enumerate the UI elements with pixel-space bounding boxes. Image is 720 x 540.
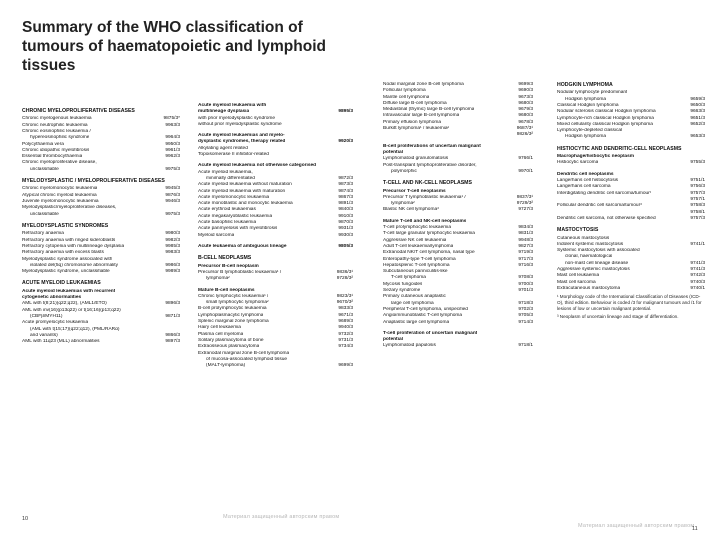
icd-code: 9755/3 — [690, 160, 705, 166]
icd-code: 9867/3 — [338, 194, 353, 200]
entry-name: Lymphocyte-depleted classical — [557, 128, 623, 134]
icd-code: 9673/3 — [518, 94, 533, 100]
entry-name: Atypical chronic myeloid leukaemia — [22, 192, 97, 198]
icd-code: 9734/3 — [338, 344, 353, 350]
entry-name: Acute erythroid leukaemias — [198, 207, 256, 213]
icd-code: 9872/3 — [338, 175, 353, 181]
entry-name: Myelodysplastic/myeloproliferative diseases, — [22, 205, 117, 211]
entry-name: Acute panmyelosis with myelofibrosis — [198, 226, 278, 232]
classification-entry — [557, 216, 705, 222]
classification-entry — [383, 132, 533, 138]
entry-name: Myelodysplastic syndrome, unclassifiable — [22, 269, 110, 275]
icd-code: 9705/3 — [518, 313, 533, 319]
icd-code: 9870/3 — [338, 220, 353, 226]
icd-code: 9758/1 — [690, 209, 705, 215]
entry-name: Lymphomatoid papulosis — [383, 343, 436, 349]
entry-name: Hodgkin lymphoma — [565, 96, 607, 102]
entry-name: lymphoma² — [206, 276, 230, 282]
entry-name: Nodular sclerosis classical Hodgkin lymphoma — [557, 109, 656, 115]
icd-code: 9714/3 — [518, 319, 533, 325]
icd-code: 9741/3 — [690, 260, 705, 266]
section-heading: ACUTE MYELOID LEUKAEMIAS — [22, 280, 101, 287]
icd-code: 9961/3 — [165, 147, 180, 153]
entry-name: potential — [383, 337, 403, 343]
entry-name: Anaplastic large cell lymphoma — [383, 319, 450, 325]
icd-code: 9757/3 — [690, 215, 705, 221]
entry-name: Acute leukaemia of ambiguous lineage — [198, 243, 287, 249]
icd-code: 9986/3 — [165, 262, 180, 268]
icd-code: 9729/3² — [516, 201, 533, 207]
icd-code: 9873/3 — [338, 182, 353, 188]
icd-code: 9651/3 — [690, 115, 705, 121]
entry-name: Acute megakaryoblastic leukaemia — [198, 213, 273, 219]
entry-name: Subcutaneous panniculitis-like — [383, 269, 448, 275]
entry-name: Extracutaneous mastocytoma — [557, 285, 621, 291]
entry-name: Burkitt lymphoma¹ / leukaemia² — [383, 126, 450, 132]
entry-name: Extranodal NK/T cell lymphoma, nasal type — [383, 250, 475, 256]
icd-code: 9689/3 — [338, 319, 353, 325]
icd-code: 9975/3 — [165, 211, 180, 217]
entry-name: Hairy cell leukaemia — [198, 325, 241, 331]
entry-name: Classical Hodgkin lymphoma — [557, 103, 619, 108]
entry-name: Hepatosplenic T-cell lymphoma — [383, 262, 450, 268]
icd-code: 9833/3 — [338, 306, 353, 312]
icd-code: 9687/3¹ — [516, 126, 533, 132]
entry-name: Mature T-cell and NK-cell neoplasms — [383, 218, 467, 224]
watermark-left: Материал защищенный авторским правом — [223, 514, 340, 520]
icd-code: 9866/3 — [165, 332, 180, 338]
icd-code: 9826/3² — [516, 132, 533, 138]
entry-name: Acute monoblastic and monocytic leukaemia — [198, 201, 293, 207]
entry-name: Myeloid sarcoma — [198, 232, 235, 238]
icd-code — [350, 152, 353, 158]
entry-name: Mycosis fungoides — [383, 281, 423, 287]
icd-code: 9940/3 — [338, 325, 353, 331]
page-number-right: 11 — [692, 526, 698, 532]
icd-code: 9757/3 — [690, 190, 705, 196]
icd-code: 9834/3 — [518, 225, 533, 231]
icd-code: 9650/3 — [690, 103, 705, 108]
entry-name: Chronic eosinophilic leukaemia / — [22, 129, 91, 134]
entry-name: non-mast cell lineage disease — [565, 260, 629, 266]
entry-name: Chronic lymphocytic leukaemia¹ / — [198, 293, 269, 299]
entry-name: Dendritic cell neoplasms — [557, 171, 614, 177]
entry-name: Splenic marginal zone lymphoma — [198, 319, 269, 325]
entry-name: Nodular lymphocyte predominant — [557, 90, 628, 96]
icd-code: 9946/3 — [165, 199, 180, 205]
section-heading: MASTOCYTOSIS — [557, 227, 599, 234]
section-heading: T-CELL AND NK-CELL NEOPLASMS — [383, 180, 472, 187]
entry-name: Primary cutaneous anaplastic — [383, 294, 446, 300]
entry-name: Sezary syndrome — [383, 288, 421, 294]
entry-name: Langerhans cell histiocytosis — [557, 178, 619, 184]
entry-name: Refractory anaemia with ringed sideroblasts — [22, 237, 116, 243]
entry-name: cytogenetic abnormalities — [22, 295, 82, 301]
entry-name: Aggressive NK cell leukaemia — [383, 237, 447, 243]
entry-name: Alkylating agent related — [198, 145, 248, 151]
icd-code: 9680/3 — [518, 113, 533, 119]
icd-code: 9740/3 — [690, 279, 705, 285]
entry-name: Chronic neutrophilic leukaemia — [22, 122, 88, 128]
icd-code: 9837/3¹ — [516, 194, 533, 200]
entry-name: unclassifiable — [30, 211, 59, 217]
entry-name: Langerhans cell sarcoma — [557, 184, 611, 190]
entry-name: T-cell lymphoma — [391, 275, 426, 281]
entry-name: AML with inv(16)(p13q22) or t(16;16)(p13;q22) — [22, 307, 121, 313]
entry-name: AML with t(8;21)(q22;q22), (AML1/ETO) — [22, 301, 107, 307]
classification-entry — [383, 343, 533, 349]
icd-code: 9896/3 — [165, 301, 180, 307]
icd-code: 9741/1 — [690, 241, 705, 247]
footnote: ³ Neoplasm of uncertain lineage and stage of differentiation. — [557, 314, 679, 320]
icd-code: 9690/3 — [518, 88, 533, 94]
section-heading: B-CELL NEOPLASMS — [198, 255, 252, 262]
entry-name: Systemic mastocytosis with associated — [557, 248, 640, 254]
section-heading: HODGKIN LYMPHOMA — [557, 82, 613, 88]
icd-code: 9963/3 — [165, 122, 180, 128]
icd-code: 9659/3 — [690, 96, 705, 102]
entry-name: Enteropathy-type T-cell lymphoma — [383, 256, 456, 262]
entry-name: and variants) — [30, 332, 58, 338]
entry-name: potential — [383, 149, 403, 155]
entry-name: Mature B-cell neoplasms — [198, 287, 255, 293]
entry-name: polymorphic — [391, 168, 417, 174]
entry-name: Acute basophilic leukaemia — [198, 220, 257, 226]
classification-entry — [22, 269, 180, 275]
entry-name: Indolent systemic mastocytosis — [557, 241, 624, 247]
entry-name: Acute myeloid leukaemias and myelo- — [198, 133, 285, 139]
icd-code: 9980/3 — [165, 231, 180, 237]
icd-code: 9708/3 — [518, 275, 533, 281]
icd-code: 9652/3 — [690, 121, 705, 127]
icd-code: 9756/3 — [690, 184, 705, 190]
icd-code: 9741/3 — [690, 267, 705, 273]
icd-code: 9875/3* — [163, 116, 180, 122]
entry-name: unclassifiable — [30, 166, 59, 172]
icd-code: 9757/1 — [690, 196, 705, 202]
icd-code: 9930/3 — [338, 232, 353, 238]
entry-name: Precursor T lymphoblastic leukaemia¹ / — [383, 194, 466, 200]
section-heading: MYELODYSPLASTIC SYNDROMES — [22, 222, 109, 229]
entry-name: Macrophage/histiocytic neoplasm — [557, 154, 635, 160]
entry-name: Myelodysplastic syndrome associated with — [22, 256, 113, 262]
entry-name: Hodgkin lymphoma — [565, 134, 607, 140]
classification-entry — [198, 233, 353, 239]
icd-code: 9653/3 — [690, 134, 705, 140]
icd-code: 9891/3 — [338, 201, 353, 207]
icd-code: 9964/3 — [165, 135, 180, 141]
entry-name: dysplastic syndromes, therapy related — [198, 139, 286, 145]
entry-name: (AML with t(15;17)(q22;q12), (PML/RARα) — [30, 326, 120, 332]
icd-code: 9766/1 — [518, 156, 533, 162]
entry-name: Mixed cellularity classical Hodgkin lymphoma — [557, 121, 653, 127]
entry-name: Follicular dendritic cell sarcoma/tumour³ — [557, 203, 642, 209]
icd-code: 9950/3 — [165, 141, 180, 147]
icd-code: 9670/3² — [336, 300, 353, 306]
entry-name: Precursor B-cell neoplasm — [198, 263, 259, 269]
icd-code: 9897/3 — [165, 339, 180, 345]
icd-code: 9962/3 — [165, 154, 180, 160]
entry-name: Acute myeloid leukaemia with — [198, 103, 267, 108]
classification-entry — [198, 363, 353, 369]
icd-code: 9920/3 — [338, 139, 353, 145]
classification-entry — [383, 320, 533, 326]
column-3 — [383, 82, 533, 522]
icd-code: 9678/3 — [518, 119, 533, 125]
icd-code: 9982/3 — [165, 237, 180, 243]
icd-code: 9827/3 — [518, 243, 533, 249]
entry-name: AML with 11q23 (MLL) abnormalities — [22, 339, 100, 345]
section-heading: MYELODYSPLASTIC / MYELOPROLIFERATIVE DISEASES — [22, 178, 165, 185]
entry-name: Solitary plasmacytoma of bone — [198, 337, 264, 343]
icd-code: 9740/1 — [690, 285, 705, 291]
column-4 — [557, 82, 705, 532]
entry-name: B-cell prolymphocytic leukaemia — [198, 306, 267, 312]
entry-name: isolated del(5q) chromosome abnormality — [30, 262, 118, 268]
icd-code: 9700/3 — [518, 281, 533, 287]
entry-name: small lymphocytic lymphoma² — [206, 300, 269, 306]
classification-entry — [22, 212, 180, 218]
entry-name: multilineage dysplasia — [198, 109, 250, 115]
icd-code: 9876/3 — [165, 192, 180, 198]
icd-code: 9751/1 — [690, 178, 705, 184]
icd-code: 9975/3 — [165, 166, 180, 172]
icd-code: 9716/3 — [518, 262, 533, 268]
entry-name: Lymphocyte-rich classical Hodgkin lymphoma — [557, 115, 654, 121]
entry-name: Peripheral T-cell lymphoma, unspecified — [383, 306, 468, 312]
entry-name: Mediastinal (thymic) large B-cell lymphoma — [383, 107, 475, 113]
entry-name: minimally differentiated — [206, 175, 255, 181]
entry-name: Acute myeloid leukaemia not otherwise categorised — [198, 163, 317, 169]
column-2 — [198, 103, 353, 503]
entry-name: B-cell proliferations of uncertain malignant — [383, 143, 481, 149]
classification-entry — [383, 207, 533, 213]
entry-name: Mast cell sarcoma — [557, 279, 596, 285]
classification-entry — [557, 134, 705, 140]
page-number-left: 10 — [22, 516, 29, 522]
entry-name: Acute myeloid leukaemia without maturation — [198, 182, 292, 188]
entry-name: Acute myelomonocytic leukaemia — [198, 194, 270, 200]
icd-code: 9731/3 — [338, 337, 353, 343]
entry-name: Blastic NK cell lymphoma³ — [383, 207, 439, 213]
entry-name: Polycythaemia vera — [22, 141, 64, 147]
icd-code: 9732/3 — [338, 331, 353, 337]
entry-name: Mantle cell lymphoma — [383, 94, 430, 100]
section-heading: CHRONIC MYELOPROLIFERATIVE DISEASES — [22, 108, 135, 114]
entry-name: Acute myeloid leukaemia, — [198, 169, 253, 175]
icd-code: 9702/3 — [518, 306, 533, 312]
entry-name: large cell lymphoma — [391, 300, 434, 306]
icd-code: 9717/3 — [518, 256, 533, 262]
icd-code: 9663/3 — [690, 109, 705, 115]
entry-name: Aggressive systemic mastocytosis — [557, 267, 630, 273]
entry-name: Acute myeloid leukaemia with maturation — [198, 188, 286, 194]
icd-code: 9989/3 — [165, 269, 180, 275]
icd-code: 9719/3 — [518, 250, 533, 256]
icd-code: 9742/3 — [690, 273, 705, 279]
icd-code: 9699/3 — [518, 82, 533, 87]
entry-name: (MALT-lymphoma) — [206, 363, 246, 369]
entry-name: clonal, haematological — [565, 254, 613, 260]
icd-code: 9679/3 — [518, 107, 533, 113]
icd-code: 9874/3 — [338, 188, 353, 194]
entry-name: Precursor T-cell neoplasms — [383, 188, 446, 194]
classification-entry — [198, 122, 353, 128]
classification-entry — [383, 169, 533, 175]
icd-code: 9805/3 — [338, 243, 353, 249]
entry-name: (CBFβ/MYH11) — [30, 314, 63, 320]
entry-name: Juvenile myelomonocytic leukaemia — [22, 199, 99, 205]
icd-code — [350, 122, 353, 128]
section-heading: HISTIOCYTIC AND DENDRITIC-CELL NEOPLASMS — [557, 145, 682, 152]
icd-code: 9948/3 — [518, 237, 533, 243]
entry-name: hypereosinophilic syndrome — [30, 135, 90, 141]
icd-code: 9831/3 — [518, 231, 533, 237]
entry-name: Diffuse large B-cell lymphoma — [383, 100, 447, 106]
entry-name: T-cell prolymphocytic leukaemia — [383, 225, 451, 231]
entry-name: Acute myeloid leukaemias with recurrent — [22, 288, 116, 294]
entry-name: Refractory cytopenia with multilineage dysplasia — [22, 243, 125, 249]
icd-code: 9823/3¹ — [336, 293, 353, 299]
icd-code: 9699/3 — [338, 363, 353, 369]
classification-entry — [22, 339, 180, 345]
entry-name: Lymphomatoid granulomatosis — [383, 156, 449, 162]
entry-name: Follicular lymphoma — [383, 88, 426, 94]
classification-entry — [22, 167, 180, 173]
entry-name: Extraosseous plasmacytoma — [198, 344, 260, 350]
entry-name: Post-transplant lymphoproliferative disorder, — [383, 162, 477, 168]
icd-code: 9985/3 — [165, 243, 180, 249]
icd-code: 9758/3 — [690, 203, 705, 209]
entry-name: Dendritic cell sarcoma, not otherwise specified — [557, 215, 656, 221]
entry-name: T-cell large granular lymphocytic leukaemia — [383, 231, 475, 237]
entry-name: Histiocytic sarcoma — [557, 160, 599, 166]
classification-entry — [557, 160, 705, 166]
icd-code: 9671/3 — [338, 312, 353, 318]
entry-name: Topoisomerase II inhibitor-related — [198, 152, 269, 158]
watermark-right: Материал защищенный авторским правом — [578, 523, 695, 529]
entry-name: Chronic myelogenous leukaemia — [22, 116, 92, 122]
entry-name: of mucosa-associated lymphoid tissue — [206, 356, 288, 362]
entry-name: Refractory anaemia with excess blasts — [22, 250, 104, 256]
entry-name: Mast cell leukaemia — [557, 273, 600, 279]
entry-name: Cutaneous mastocytosis — [557, 235, 610, 241]
icd-code: 9983/3 — [165, 250, 180, 256]
column-1 — [22, 103, 180, 493]
entry-name: Precursor B lymphoblastic leukaemia¹ / — [198, 269, 282, 275]
footnote: ¹ Morphology code of the International Classification of Diseases (ICD-O), third edition. Behaviour is coded /3 for malignant tumours and /1 for lesions of low or uncertain malignant potential. — [557, 294, 702, 312]
entry-name: Chronic myelomonocytic leukaemia — [22, 186, 98, 192]
entry-name: Intravascular large B-cell lymphoma — [383, 113, 460, 119]
entry-name: Primary effusion lymphoma — [383, 119, 442, 125]
icd-code: 9970/1 — [518, 168, 533, 174]
entry-name: Essential thrombocythaemia — [22, 154, 83, 160]
document-title: Summary of the WHO classification of tumours of haematopoietic and lymphoid tissues — [22, 19, 326, 74]
entry-name: Lymphoplasmacytic lymphoma — [198, 312, 264, 318]
icd-code: 9836/3¹ — [336, 269, 353, 275]
icd-code: 9701/3 — [518, 288, 533, 294]
entry-name: Extranodal marginal zone B-cell lymphoma — [198, 350, 290, 356]
classification-entry — [198, 152, 353, 158]
icd-code: 9910/3 — [338, 213, 353, 219]
icd-code: 9727/3 — [518, 207, 533, 213]
classification-entry — [557, 286, 705, 292]
icd-code: 9931/3 — [338, 226, 353, 232]
icd-code: 9840/3 — [338, 207, 353, 213]
icd-code: 9945/3 — [165, 186, 180, 192]
entry-name: with prior myelodysplastic syndrome — [198, 115, 276, 121]
icd-code: 9728/3² — [336, 276, 353, 282]
entry-name: without prior myelodysplastic syndrome — [198, 121, 282, 127]
classification-entry — [198, 276, 353, 282]
entry-name: T-cell proliferation of uncertain malignant — [383, 330, 478, 336]
entry-name: Plasma cell myeloma — [198, 331, 244, 337]
entry-name: Chronic idiopathic myelofibrosis — [22, 147, 90, 153]
entry-name: Adult T-cell leukaemia/lymphoma — [383, 243, 454, 249]
icd-code: 9895/3 — [338, 109, 353, 115]
entry-name: Angioimmunoblastic T-cell lymphoma — [383, 313, 463, 319]
icd-code: 9680/3 — [518, 100, 533, 106]
entry-name: Acute promyelocytic leukaemia — [22, 320, 89, 326]
icd-code: 9718/3 — [518, 300, 533, 306]
icd-code: 9871/3 — [165, 314, 180, 320]
icd-code: 9718/1 — [518, 343, 533, 349]
entry-name: Nodal marginal zone B-cell lymphoma — [383, 82, 464, 87]
subsection-heading — [198, 244, 353, 250]
entry-name: Chronic myeloproliferative disease, — [22, 160, 97, 166]
entry-name: Refractory anaemia — [22, 231, 64, 237]
entry-name: Interdigitating dendritic cell sarcoma/tumour³ — [557, 190, 652, 196]
entry-name: lymphoma² — [391, 201, 415, 207]
